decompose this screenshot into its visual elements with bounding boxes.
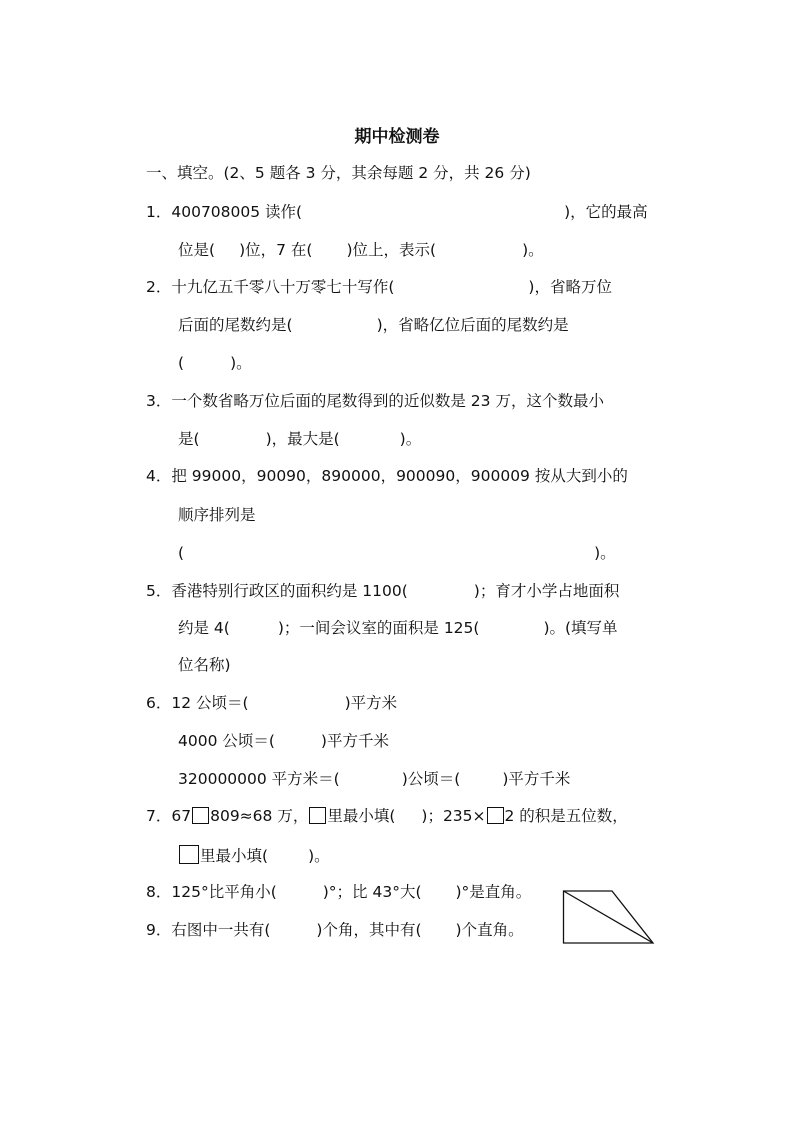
q5-text-a: 5．香港特别行政区的面积约是 1100( (146, 582, 408, 600)
q2-text-f: )。 (230, 354, 252, 372)
q5-text-d: )；一间会议室的面积是 125( (277, 619, 480, 637)
diagonal-line (564, 891, 654, 943)
question-3-line-2 (178, 429, 421, 449)
q1-text-a: 1．400708005 读作( (146, 203, 303, 221)
answer-box[interactable] (192, 807, 209, 824)
answer-box-icon (309, 807, 326, 824)
q9-text-a: 9．右图中一共有( (146, 921, 271, 939)
q2-text-d: )，省略亿位后面的尾数约是 (376, 316, 569, 334)
question-6-line-2 (178, 731, 389, 751)
question-5-line-1 (146, 581, 619, 601)
q7-text-g: )。 (308, 847, 330, 865)
question-4-line-3 (178, 543, 616, 563)
q2-text-a: 2．十九亿五千零八十万零七十写作( (146, 278, 395, 296)
q2-text-e: ( (178, 354, 185, 372)
q6-text-e: 320000000 平方米＝( (178, 770, 340, 788)
question-9-line (146, 920, 524, 940)
question-4-line-2: 顺序排列是 (178, 506, 256, 524)
q7-text-b: 809≈68 万， (210, 807, 309, 825)
question-6-line-3 (178, 769, 570, 789)
question-1-line-1 (146, 202, 648, 222)
q9-text-c: )个直角。 (455, 921, 524, 939)
q1-text-f: )。 (522, 241, 544, 259)
angle-figure (562, 889, 656, 945)
q7-text-a: 7．67 (146, 807, 192, 825)
q3-text-b: )，最大是( (265, 430, 340, 448)
q7-text-d: )；235× (421, 807, 486, 825)
answer-box-icon (179, 845, 199, 864)
q1-text-d: )位，7 在( (239, 241, 313, 259)
q8-text-c: )°是直角。 (455, 883, 532, 901)
question-3-line-1: 3．一个数省略万位后面的尾数得到的近似数是 23 万，这个数最小 (146, 392, 604, 410)
page-title: 期中检测卷 (354, 127, 440, 147)
q6-text-b: )平方米 (344, 694, 398, 712)
q6-text-d: )平方千米 (320, 732, 389, 750)
q2-text-c: 后面的尾数约是( (178, 316, 293, 334)
question-5-line-2 (178, 618, 618, 638)
q7-text-f: 里最小填( (200, 847, 269, 865)
q5-text-e: )。(填写单 (543, 619, 618, 637)
q9-text-b: )个角，其中有( (316, 921, 422, 939)
q6-text-c: 4000 公顷＝( (178, 732, 275, 750)
question-4-line-1: 4．把 99000，90090，890000，900090，900009 按从大到小的 (146, 467, 628, 485)
question-1-line-2 (178, 240, 544, 260)
section-heading: 一、填空。(2、5 题各 3 分，其余每题 2 分，共 26 分) (146, 164, 531, 182)
q6-text-g: )平方千米 (502, 770, 571, 788)
question-6-line-1 (146, 693, 397, 713)
q6-text-f: )公顷＝( (401, 770, 461, 788)
question-2-line-2 (178, 315, 569, 335)
q1-text-c: 位是( (178, 241, 216, 259)
question-7-line-2 (178, 845, 330, 866)
question-2-line-1 (146, 277, 612, 297)
answer-box[interactable] (487, 807, 504, 824)
q5-text-c: 约是 4( (178, 619, 230, 637)
q3-text-c: )。 (399, 430, 422, 448)
question-5-line-3: 位名称) (178, 656, 231, 674)
q1-text-e: )位上，表示( (346, 241, 437, 259)
q8-text-b: )°；比 43°大( (322, 883, 422, 901)
q4-text-a: ( (178, 544, 185, 562)
q1-text-b: )，它的最高 (564, 203, 648, 221)
q2-text-b: )，省略万位 (528, 278, 612, 296)
q5-text-b: )；育才小学占地面积 (473, 582, 620, 600)
question-8-line (146, 882, 531, 902)
q8-text-a: 8．125°比平角小( (146, 883, 277, 901)
q6-text-a: 6．12 公顷＝( (146, 694, 249, 712)
q3-text-a: 是( (178, 430, 200, 448)
q7-text-c: 里最小填( (327, 807, 396, 825)
question-7-line-1 (146, 806, 628, 826)
q7-text-e: 2 的积是五位数， (504, 807, 628, 825)
question-2-line-3 (178, 353, 252, 373)
q4-text-b: )。 (594, 544, 616, 562)
